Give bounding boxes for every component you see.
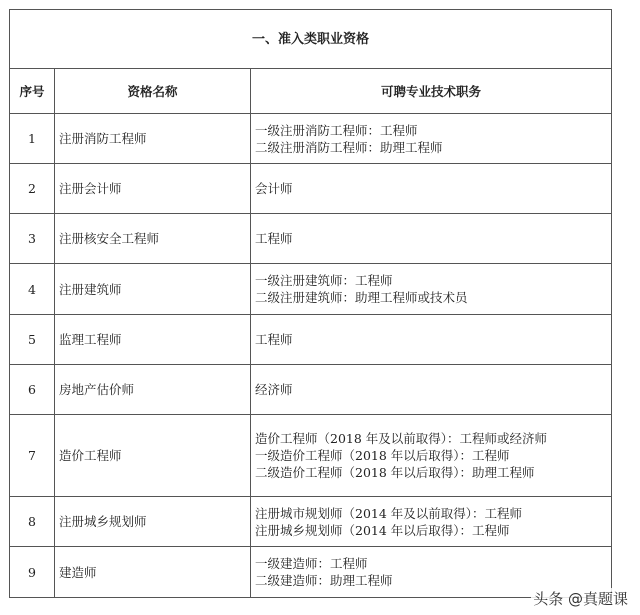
position-line: 注册城乡规划师（2014 年以后取得）：工程师 [255, 522, 510, 538]
row-number: 4 [10, 264, 55, 315]
table-row [10, 497, 612, 547]
positions-cell [251, 365, 612, 415]
position-line: 工程师 [255, 231, 293, 246]
table-row [10, 114, 612, 164]
row-number: 6 [10, 365, 55, 415]
position-line: 注册城市规划师（2014 年及以前取得）：工程师 [255, 505, 523, 521]
positions-cell [251, 315, 612, 365]
row-number: 7 [10, 415, 55, 497]
position-line: 造价工程师（2018 年及以前取得）：工程师或经济师 [255, 431, 548, 446]
position-line: 会计师 [255, 181, 293, 196]
positions-cell [251, 264, 612, 315]
qualification-name: 监理工程师 [55, 315, 251, 365]
position-line: 经济师 [255, 382, 293, 397]
position-line: 二级造价工程师（2018 年以后取得）：助理工程师 [255, 465, 535, 480]
row-number: 1 [10, 114, 55, 164]
positions-cell [251, 497, 612, 547]
positions-cell [251, 114, 612, 164]
row-number: 8 [10, 497, 55, 547]
row-number: 9 [10, 547, 55, 598]
table-title: 一、准入类职业资格 [10, 10, 612, 69]
positions-cell [251, 214, 612, 264]
table-row [10, 164, 612, 214]
positions-cell [251, 164, 612, 214]
qualification-name: 房地产估价师 [55, 365, 251, 415]
position-line: 二级注册建筑师：助理工程师或技术员 [255, 290, 468, 305]
qualification-name: 建造师 [55, 547, 251, 598]
position-line: 一级注册建筑师：工程师 [255, 273, 393, 288]
table-row [10, 415, 612, 497]
header-num: 序号 [10, 69, 55, 114]
position-line: 一级注册消防工程师：工程师 [255, 122, 418, 138]
position-line: 二级注册消防工程师：助理工程师 [255, 139, 443, 155]
qualification-name: 注册消防工程师 [55, 114, 251, 164]
table-header-row [10, 69, 612, 114]
qualification-name: 造价工程师 [55, 415, 251, 497]
row-number: 3 [10, 214, 55, 264]
table-row [10, 547, 612, 598]
qualification-table [9, 9, 612, 598]
table-row [10, 264, 612, 315]
qualification-name: 注册城乡规划师 [55, 497, 251, 547]
table-row [10, 315, 612, 365]
position-line: 二级建造师：助理工程师 [255, 573, 393, 588]
table-title-row [10, 10, 612, 69]
qualification-name: 注册核安全工程师 [55, 214, 251, 264]
positions-cell [251, 415, 612, 497]
header-positions: 可聘专业技术职务 [251, 69, 612, 114]
qualification-name: 注册会计师 [55, 164, 251, 214]
table-row [10, 365, 612, 415]
table-row [10, 214, 612, 264]
watermark: 头条 @真题课 [533, 590, 628, 608]
position-line: 一级造价工程师（2018 年以后取得）：工程师 [255, 448, 510, 463]
position-line: 一级建造师：工程师 [255, 556, 368, 571]
row-number: 5 [10, 315, 55, 365]
header-name: 资格名称 [55, 69, 251, 114]
position-line: 工程师 [255, 332, 293, 347]
qualification-name: 注册建筑师 [55, 264, 251, 315]
row-number: 2 [10, 164, 55, 214]
